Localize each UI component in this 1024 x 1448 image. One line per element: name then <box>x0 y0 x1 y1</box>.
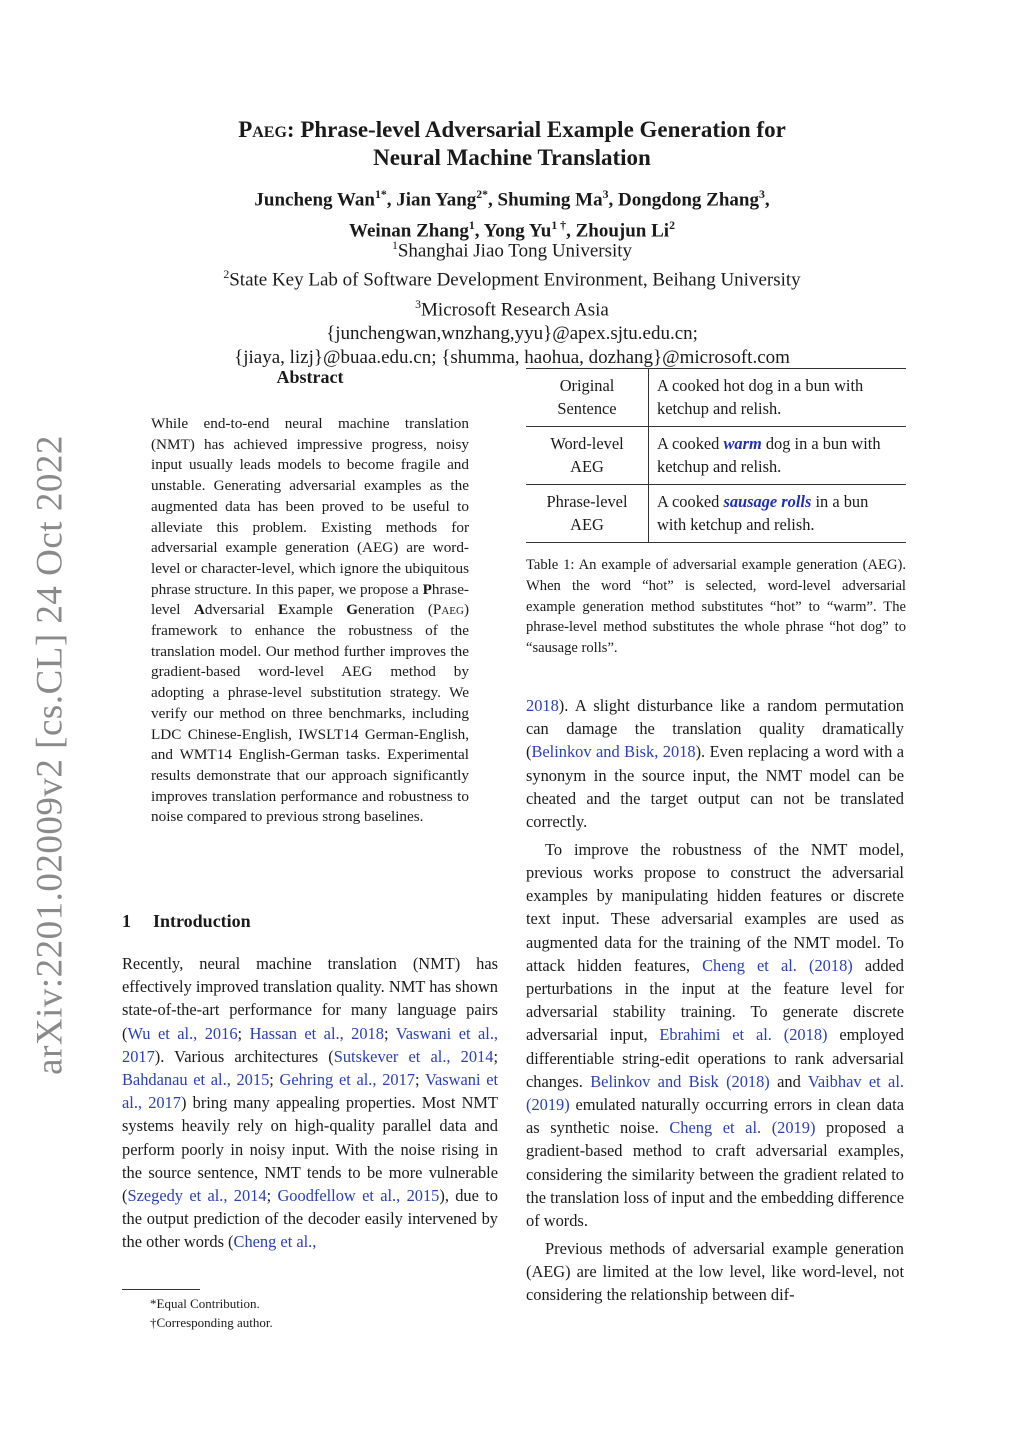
citation-link[interactable]: Vaswani et al., 2017 <box>122 1070 499 1113</box>
author-1-sup: 1* <box>374 188 387 201</box>
footnote-rule <box>122 1289 200 1290</box>
intro-section-title: Introduction <box>153 911 251 931</box>
citation-link[interactable]: Bahdanau et al., 2015 <box>122 1070 270 1090</box>
intro-sep: ; <box>383 1023 396 1043</box>
footnote-2: †Corresponding author. <box>150 1315 273 1330</box>
author-3: Shuming Ma <box>497 189 603 211</box>
intro-sep: ; <box>269 1070 280 1090</box>
intro-sep: ; <box>415 1070 425 1090</box>
abstract-bold-a: A <box>193 601 205 619</box>
paper-title <box>140 116 884 172</box>
right-p3-text-1: Previous methods of adversarial example generation (AEG) are limited at the low level, like word-level, not considering the relationship between dif- <box>526 1238 904 1305</box>
right-p2-text-2: added perturbations in the input at the feature level for adversarial stability training. To generate discrete adversarial input, <box>526 955 904 1045</box>
abstract-text-3: dversarial <box>204 601 279 619</box>
intro-sep: ; <box>266 1186 278 1206</box>
paragraph <box>526 1237 904 1307</box>
right-p2-text-1: To improve the robustness of the NMT model, previous works propose to construct the adversarial examples by manipulating hidden features or discrete text input. These adversarial examples are used as augmented data for the training of the NMT model. To attack hidden features, <box>526 839 904 975</box>
citation-link[interactable]: Wu et al., 2016 <box>127 1023 238 1043</box>
footnote-1: *Equal Contribution. <box>150 1296 260 1311</box>
intro-text-2: ). Various architectures ( <box>154 1046 334 1066</box>
abstract-bold-e: E <box>278 601 289 619</box>
aff2-sup: 2 <box>223 268 230 282</box>
row-text-word-pre: A cooked <box>657 434 724 453</box>
right-p2-text-6: proposed a gradient-based method to craft adversarial examples, considering the similarity between the gradient related to the translation loss of input and the embedding difference of words. <box>526 1118 904 1230</box>
citation-link[interactable]: Sutskever et al., 2014 <box>333 1046 494 1066</box>
arxiv-sidebar-stamp <box>29 435 71 1075</box>
title-paeg: Paeg <box>238 117 287 142</box>
right-p2-text-3: employed differentiable string-edit operations to rank adversarial changes. <box>526 1025 904 1091</box>
arxiv-id: arXiv:2201.02009v2 [cs.CL] 24 Oct 2022 <box>29 435 71 1075</box>
example-table <box>526 368 906 543</box>
citation-link[interactable]: Vaibhav et al. (2019) <box>526 1071 904 1114</box>
intro-heading <box>122 911 251 932</box>
author-7-sup: 2 <box>669 219 675 233</box>
table-caption: Table 1: An example of adversarial example generation (AEG). When the word “hot” is selected, word-level adversarial example generation method substitutes “hot” to “warm”. The phrase-level method substitutes the whole phrase “hot dog” to “sausage rolls”. <box>526 557 906 657</box>
abstract-bold-p: P <box>422 580 432 598</box>
citation-link[interactable]: Gehring et al., 2017 <box>279 1070 415 1090</box>
right-p2-text-4: and <box>769 1071 808 1091</box>
author-6-sup: 1 † <box>551 219 567 233</box>
author-5: Weinan Zhang <box>349 220 469 242</box>
row-text-word <box>649 427 907 485</box>
right-p1-text-1: ). A slight disturbance like a random permutation can damage the translation quality dramatically ( <box>526 696 904 762</box>
citation-link[interactable]: Hassan et al., 2018 <box>249 1023 384 1043</box>
right-p1-text-2: ). Even replacing a word with a synonym in the source input, the NMT model can be cheated and the target output can not be translated correctly. <box>526 742 905 832</box>
right-column-body <box>526 694 904 1311</box>
affiliation-1: Shanghai Jiao Tong University <box>397 240 633 262</box>
intro-sep: ; <box>493 1046 498 1066</box>
aff1-sup: 1 <box>391 239 398 252</box>
email-line-1: {junchengwan,wnzhang,yyu}@apex.sjtu.edu.cn; <box>326 322 698 344</box>
intro-text-1: Recently, neural machine translation (NMT) has effectively improved translation quality. NMT has shown state-of-the-art performance for many language pairs ( <box>122 954 498 1043</box>
citation-link[interactable]: Belinkov and Bisk, 2018 <box>531 742 696 762</box>
affiliation-2: State Key Lab of Software Development Environment, Beihang University <box>229 269 801 291</box>
abstract-text-1: While end-to-end neural machine translation (NMT) has achieved impressive progress, noisy input usually leads models to become fragile and unstable. Generating adversarial examples as the augmented data has been proved to be useful to alleviate this problem. Existing methods for adversarial example generation (AEG) are word-level or character-level, which ignore the ubiquitous phrase structure. In this paper, we propose a <box>151 415 469 598</box>
author-list: Juncheng Wan$^{1*}$, Jian Yang$^{2*}$, Shuming Ma$^3$, Dongdong Zhang$^3$, Weinan Zhang$^1$, Yong $Yu^{1 \dagger}$, Zhoujun Li$^2$ <box>254 188 770 242</box>
intro-section-number: 1 <box>122 911 131 931</box>
intro-text-4: ), due to the output prediction of the decoder easily intervened by the other words ( <box>122 1186 498 1252</box>
paragraph <box>526 838 904 1232</box>
author-7: Zhoujun Li <box>575 220 670 242</box>
affiliations <box>140 234 884 370</box>
adversarial-word: warm <box>723 434 762 453</box>
email-line-2: {jiaya, lizj}@buaa.edu.cn; {shumma, haohua, dozhang}@microsoft.com <box>234 346 790 368</box>
abstract-text-2: hrase-level <box>151 580 469 619</box>
citation-link[interactable]: 2018 <box>526 696 559 715</box>
abstract-text-6: ) framework to enhance the robustness of the translation model. Our method further improves the gradient-based word-level AEG method by adopting a phrase-level substitution strategy. We verify our method on three benchmarks, including LDC Chinese-English, IWSLT14 German-English, and WMT14 English-German tasks. Experimental results demonstrate that our approach significantly improves translation performance and robustness to noise compared to previous strong baselines. <box>151 601 470 826</box>
abstract-paeg: Paeg <box>432 601 464 619</box>
citation-link[interactable]: Vaswani et al., 2017 <box>122 1023 499 1066</box>
intro-body <box>122 952 498 1254</box>
abstract-text-4: xample <box>288 601 347 619</box>
row-text-phrase <box>649 485 907 543</box>
row-label-phrase: Phrase-level AEG <box>526 485 649 543</box>
intro-text-3: ) bring many appealing properties. Most NMT systems heavily rely on high-quality parallel data and perform poorly in noisy input. With the noise rising in the source sentence, NMT tends to be more vulnerable ( <box>122 1093 498 1206</box>
table-row <box>526 427 906 485</box>
author-3-sup: 3 <box>602 188 609 201</box>
citation-link[interactable]: Ebrahimi et al. (2018) <box>659 1025 828 1045</box>
affiliation-3: Microsoft Research Asia <box>421 298 609 320</box>
row-text-phrase-pre: A cooked <box>657 492 724 511</box>
citation-link[interactable]: Cheng et al., <box>233 1232 317 1252</box>
author-4: Dongdong Zhang <box>618 189 759 211</box>
author-1: Juncheng Wan <box>254 189 375 211</box>
row-text-phrase-post: in a bun with ketchup and relish. <box>657 492 869 534</box>
right-p2-text-5: emulated naturally occurring errors in clean data as synthetic noise. <box>526 1094 904 1138</box>
abstract-text-5: eneration ( <box>358 601 433 619</box>
table-row <box>526 485 906 543</box>
author-2-sup: 2* <box>476 188 489 201</box>
row-text-original: A cooked hot dog in a bun with ketchup and relish. <box>657 376 864 418</box>
row-label-original: Original Sentence <box>526 369 649 427</box>
adversarial-phrase: sausage rolls <box>723 492 812 511</box>
author-5-sup: 1 <box>468 219 475 233</box>
title-line1: : Phrase-level Adversarial Example Generation for <box>286 117 786 142</box>
paragraph <box>526 694 904 833</box>
abstract-body <box>151 414 469 828</box>
table-row <box>526 369 906 427</box>
abstract-bold-g: G <box>346 601 359 619</box>
citation-link[interactable]: Goodfellow et al., 2015 <box>277 1186 440 1206</box>
footnotes <box>150 1294 273 1332</box>
row-text-word-post: dog in a bun with ketchup and relish. <box>657 434 881 476</box>
intro-sep: ; <box>237 1023 250 1043</box>
aff3-sup: 3 <box>415 297 422 311</box>
author-4-sup: 3 <box>758 188 765 201</box>
row-label-word: Word-level AEG <box>526 427 649 485</box>
title-line2: Neural Machine Translation <box>373 145 651 170</box>
citation-link[interactable]: Cheng et al. (2019) <box>669 1118 816 1138</box>
abstract-heading: Abstract <box>276 367 344 387</box>
author-6: Yong Yu <box>483 220 552 242</box>
author-2: Jian Yang <box>396 189 477 211</box>
citation-link[interactable]: Szegedy et al., 2014 <box>127 1186 267 1206</box>
citation-link[interactable]: Cheng et al. (2018) <box>702 955 853 975</box>
citation-link[interactable]: Belinkov and Bisk (2018) <box>590 1071 770 1091</box>
